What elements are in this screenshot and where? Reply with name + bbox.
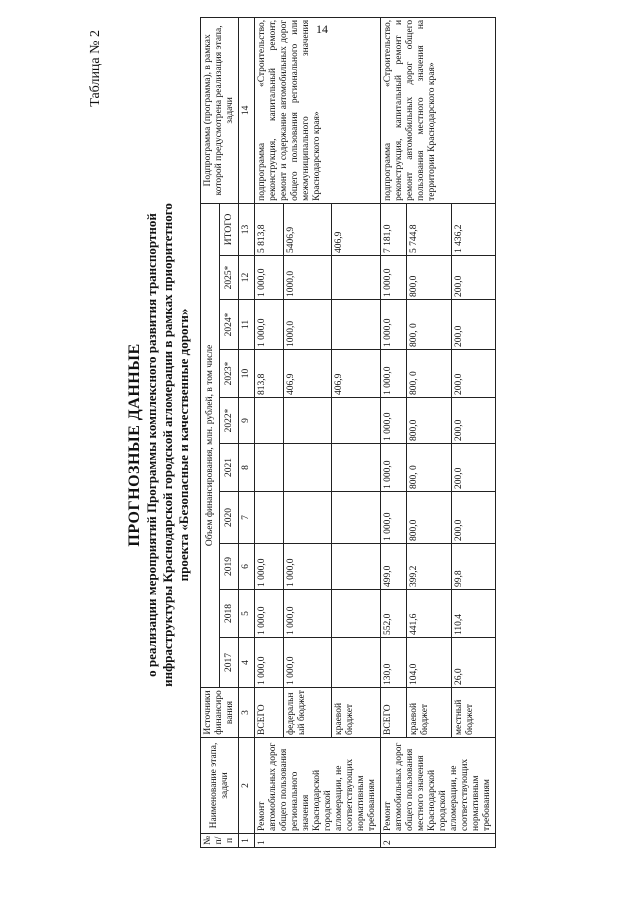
value-cell xyxy=(332,300,381,350)
row-num: 2 xyxy=(381,834,496,848)
value-cell: 1 000,0 xyxy=(255,300,284,350)
value-cell: 499,0 xyxy=(381,544,407,590)
value-cell: 800,0 xyxy=(407,256,451,300)
value-cell: 1 000,0 xyxy=(255,544,284,590)
document-title xyxy=(126,10,192,880)
col-number: 10 xyxy=(239,350,255,398)
row-program: подпрограмма «Строительство, реконструкция, капитальный ремонт и ремонт автомобильных дорог общего пользования местного значения на территории Краснодарского края» xyxy=(381,17,496,203)
col-number: 4 xyxy=(239,638,255,688)
value-cell: 1 000,0 xyxy=(283,638,332,688)
value-cell: 5 813,8 xyxy=(255,203,284,255)
value-cell: 399,2 xyxy=(407,544,451,590)
source-label: краевой бюджет xyxy=(407,688,451,738)
value-cell: 552,0 xyxy=(381,590,407,638)
value-cell: 813,8 xyxy=(255,350,284,398)
value-cell: 7 181,0 xyxy=(381,203,407,255)
table-row xyxy=(381,17,407,847)
value-cell xyxy=(332,256,381,300)
col-number: 1 xyxy=(239,834,255,848)
financing-table xyxy=(200,17,496,848)
table-row xyxy=(255,17,284,847)
col-number: 2 xyxy=(239,738,255,834)
value-cell: 1 000,0 xyxy=(381,492,407,544)
row-num: 1 xyxy=(255,834,381,848)
value-cell: 1 000,0 xyxy=(381,256,407,300)
value-cell: 1 000,0 xyxy=(381,300,407,350)
col-number: 7 xyxy=(239,492,255,544)
value-cell: 1 000,0 xyxy=(381,444,407,492)
value-cell: 800, 0 xyxy=(407,300,451,350)
header-year: 2019 xyxy=(220,544,239,590)
page-number: 14 xyxy=(316,22,328,36)
header-year: 2021 xyxy=(220,444,239,492)
value-cell: 200,0 xyxy=(451,350,495,398)
value-cell xyxy=(332,544,381,590)
value-cell: 200,0 xyxy=(451,256,495,300)
header-program: Подпрограмма (программа), в рамках которой предусмотрена реализация этапа, задачи xyxy=(201,17,239,203)
value-cell: 406,9 xyxy=(283,350,332,398)
value-cell: 800,0 xyxy=(407,492,451,544)
value-cell xyxy=(332,638,381,688)
row-program: подпрограмма «Строительство, реконструкция, капитальный ремонт, ремонт и содержание автомобильных дорог общего пользования регионального или межмуниципального значения Краснодарского края» xyxy=(255,17,381,203)
header-year: 2025* xyxy=(220,256,239,300)
col-number: 8 xyxy=(239,444,255,492)
value-cell xyxy=(255,398,284,444)
value-cell: 800,0 xyxy=(407,398,451,444)
rotated-page-content xyxy=(30,10,590,880)
header-num: № п/п xyxy=(201,834,239,848)
header-year: 2020 xyxy=(220,492,239,544)
value-cell xyxy=(332,590,381,638)
source-label: ВСЕГО xyxy=(381,688,407,738)
title-line-1: о реализации мероприятий Программы комплексного развития транспортной xyxy=(144,213,159,677)
source-label: местный бюджет xyxy=(451,688,495,738)
col-number: 12 xyxy=(239,256,255,300)
header-year: 2024* xyxy=(220,300,239,350)
source-label: ВСЕГО xyxy=(255,688,284,738)
header-name: Наименование этапа, задачи xyxy=(201,738,239,834)
row-name: Ремонт автомобильных дорог общего пользования местного значения Краснодарской городской агломерации, не соответствующих нормативным требованиям xyxy=(381,738,496,834)
value-cell xyxy=(332,398,381,444)
value-cell: 800, 0 xyxy=(407,444,451,492)
value-cell: 1 000,0 xyxy=(255,256,284,300)
value-cell: 441,6 xyxy=(407,590,451,638)
value-cell: 104,0 xyxy=(407,638,451,688)
col-number: 11 xyxy=(239,300,255,350)
source-label: краевой бюджет xyxy=(332,688,381,738)
value-cell: 1000,0 xyxy=(283,256,332,300)
header-volume: Объем финансирования, млн. рублей, в том числе xyxy=(201,203,220,687)
value-cell: 99,8 xyxy=(451,544,495,590)
header-year: 2023* xyxy=(220,350,239,398)
value-cell: 1 000,0 xyxy=(283,544,332,590)
col-number: 3 xyxy=(239,688,255,738)
value-cell: 200,0 xyxy=(451,398,495,444)
title-line-3: проекта «Безопасные и качественные дороги» xyxy=(176,308,191,582)
value-cell: 1 000,0 xyxy=(283,590,332,638)
header-year: 2017 xyxy=(220,638,239,688)
value-cell xyxy=(283,492,332,544)
col-number: 13 xyxy=(239,203,255,255)
title-line-2: инфраструктуры Краснодарской городской агломерации в рамках приоритетного xyxy=(160,203,175,687)
value-cell xyxy=(255,492,284,544)
source-label: федеральный бюджет xyxy=(283,688,332,738)
value-cell: 5406,9 xyxy=(283,203,332,255)
value-cell: 5 744,8 xyxy=(407,203,451,255)
col-number: 6 xyxy=(239,544,255,590)
title-head: ПРОГНОЗНЫЕ ДАННЫЕ xyxy=(126,343,143,547)
value-cell xyxy=(255,444,284,492)
value-cell: 110,4 xyxy=(451,590,495,638)
value-cell: 200,0 xyxy=(451,300,495,350)
value-cell: 1000,0 xyxy=(283,300,332,350)
value-cell: 200,0 xyxy=(451,444,495,492)
value-cell xyxy=(332,444,381,492)
header-source: Источники финансирования xyxy=(201,688,239,738)
value-cell: 1 000,0 xyxy=(255,638,284,688)
value-cell xyxy=(283,444,332,492)
value-cell: 406,9 xyxy=(332,350,381,398)
value-cell: 1 000,0 xyxy=(381,350,407,398)
header-total: ИТОГО xyxy=(220,203,239,255)
value-cell: 1 000,0 xyxy=(255,590,284,638)
value-cell xyxy=(283,398,332,444)
value-cell: 130,0 xyxy=(381,638,407,688)
value-cell: 1 436,2 xyxy=(451,203,495,255)
value-cell: 26,0 xyxy=(451,638,495,688)
row-name: Ремонт автомобильных дорог общего пользования регионального значения Краснодарской городской агломерации, не соответствующих нормативным требованиям xyxy=(255,738,381,834)
header-year: 2018 xyxy=(220,590,239,638)
col-number: 9 xyxy=(239,398,255,444)
value-cell: 406,9 xyxy=(332,203,381,255)
value-cell: 800, 0 xyxy=(407,350,451,398)
value-cell: 200,0 xyxy=(451,492,495,544)
col-number: 14 xyxy=(239,17,255,203)
table-label: Таблица № 2 xyxy=(88,30,103,107)
header-year: 2022* xyxy=(220,398,239,444)
value-cell: 1 000,0 xyxy=(381,398,407,444)
value-cell xyxy=(332,492,381,544)
col-number: 5 xyxy=(239,590,255,638)
